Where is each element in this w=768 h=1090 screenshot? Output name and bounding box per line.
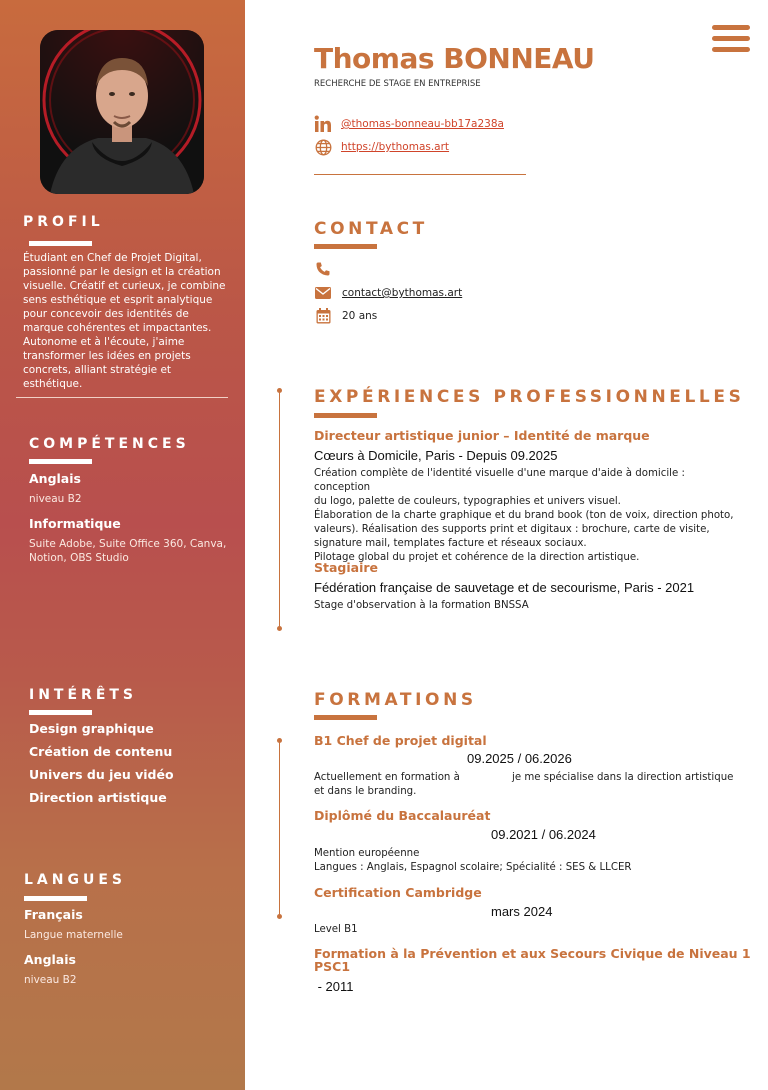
profile-text: Étudiant en Chef de Projet Digital, passionné par le design et la création visuelle. Créatif et curieux, je combine sens esthétique et esprit analytique pour concevoir des identités de marque cohérentes et impactantes. Autonome et à l'écoute, j'aime transformer les idées en projets concrets, alliant stratégie et esthétique. xyxy=(23,252,226,390)
education-description: Level B1 xyxy=(314,924,358,935)
timeline-dot xyxy=(277,388,282,393)
age-text: 20 ans xyxy=(342,310,378,322)
calendar-icon xyxy=(314,308,332,324)
education-date: - 2011 xyxy=(314,979,354,994)
candidate-subtitle: RECHERCHE DE STAGE EN ENTREPRISE xyxy=(314,79,481,89)
profile-divider xyxy=(16,397,228,398)
skill-name: Informatique xyxy=(29,516,121,531)
website-link[interactable]: https://bythomas.art xyxy=(341,141,450,153)
phone-row xyxy=(314,261,342,277)
globe-icon xyxy=(314,138,332,156)
header-divider xyxy=(314,174,526,175)
envelope-icon xyxy=(314,285,332,301)
interest-item: Design graphique xyxy=(29,721,154,736)
education-description: Mention européenne Langues : Anglais, Espagnol scolaire; Spécialité : SES & LLCER xyxy=(314,848,632,873)
education-title-item: Formation à la Prévention et aux Secours Civique de Niveau 1 PSC1 xyxy=(314,946,751,974)
job-organization: Fédération française de sauvetage et de secourisme, Paris - 2021 xyxy=(314,580,695,595)
language-level: Langue maternelle xyxy=(24,929,123,941)
education-title-item: Certification Cambridge xyxy=(314,885,482,900)
interest-item: Création de contenu xyxy=(29,744,173,759)
job-title: Stagiaire xyxy=(314,560,379,575)
job-description: Création complète de l'identité visuelle d'une marque d'aide à domicile : conception du logo, palette de couleurs, typographies et univers visuel. Élaboration de la charte graphique et du brand book (ton de voix, direction photo, valeurs). Réalisation des supports print et digitaux : brochure, carte de visite, signature mail, templates facture et réseaux sociaux. Pilotage global du projet et cohérence de la direction artistique. xyxy=(314,468,734,563)
interests-underline xyxy=(29,710,92,715)
sidebar xyxy=(0,0,245,1090)
language-level: niveau B2 xyxy=(24,974,77,986)
skill-detail: niveau B2 xyxy=(29,493,82,505)
phone-icon xyxy=(314,261,332,277)
email-row xyxy=(314,285,462,301)
job-description: Stage d'observation à la formation BNSSA xyxy=(314,600,529,611)
skills-underline xyxy=(29,459,92,464)
contact-title: CONTACT xyxy=(314,219,428,239)
timeline-dot xyxy=(277,626,282,631)
candidate-name: Thomas BONNEAU xyxy=(314,42,595,75)
education-date: 09.2021 / 06.2024 xyxy=(491,827,596,842)
timeline-dot xyxy=(277,914,282,919)
linkedin-row xyxy=(314,115,504,133)
profile-underline xyxy=(29,241,92,246)
timeline-dot xyxy=(277,738,282,743)
languages-underline xyxy=(24,896,87,901)
interest-item: Univers du jeu vidéo xyxy=(29,767,174,782)
education-title-item: B1 Chef de projet digital xyxy=(314,733,487,748)
experience-underline xyxy=(314,413,377,418)
job-title: Directeur artistique junior – Identité de marque xyxy=(314,428,650,443)
experience-timeline xyxy=(279,391,280,629)
contact-underline xyxy=(314,244,377,249)
education-title: FORMATIONS xyxy=(314,690,477,710)
interest-item: Direction artistique xyxy=(29,790,167,805)
email-link[interactable]: contact@bythomas.art xyxy=(342,287,463,299)
linkedin-link[interactable]: @thomas-bonneau-bb17a238a xyxy=(341,118,504,130)
linkedin-icon xyxy=(314,115,332,133)
skill-detail: Notion, OBS Studio xyxy=(29,552,129,564)
skills-title: COMPÉTENCES xyxy=(29,436,190,452)
skill-detail: Suite Adobe, Suite Office 360, Canva, xyxy=(29,538,227,550)
education-title-item: Diplômé du Baccalauréat xyxy=(314,808,491,823)
profile-photo xyxy=(40,30,204,194)
website-row xyxy=(314,138,449,156)
language-name: Anglais xyxy=(24,952,76,967)
education-underline xyxy=(314,715,377,720)
education-timeline xyxy=(279,741,280,917)
profile-title: PROFIL xyxy=(23,214,104,230)
hamburger-menu-icon[interactable] xyxy=(712,25,752,53)
language-name: Français xyxy=(24,907,83,922)
languages-title: LANGUES xyxy=(24,872,126,888)
experience-title: EXPÉRIENCES PROFESSIONNELLES xyxy=(314,387,745,407)
education-description: Actuellement en formation à je me spécialise dans la direction artistique et dans le branding. xyxy=(314,772,734,797)
job-organization: Cœurs à Domicile, Paris - Depuis 09.2025 xyxy=(314,448,558,463)
education-date: mars 2024 xyxy=(491,904,553,919)
interests-title: INTÉRÊTS xyxy=(29,687,138,703)
skill-name: Anglais xyxy=(29,471,81,486)
age-row xyxy=(314,308,377,324)
education-date: 09.2025 / 06.2026 xyxy=(467,751,572,766)
